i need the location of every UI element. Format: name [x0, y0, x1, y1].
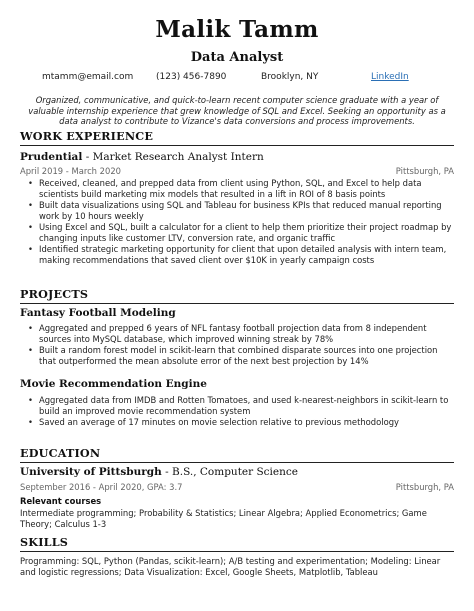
section-heading-education: EDUCATION	[20, 446, 101, 460]
contact-location: Brooklyn, NY	[261, 72, 319, 82]
work-role: Market Research Analyst Intern	[92, 151, 264, 163]
candidate-title: Data Analyst	[190, 50, 284, 65]
education-location: Pittsburgh, PA	[395, 482, 454, 492]
project-bullet: • Built a random forest model in scikit-learn that combined disparate sources into one projection that outperformed the mean absolute error of the next best projection by 14%	[20, 345, 454, 367]
project-bullet: • Aggregated and prepped 6 years of NFL fantasy football projection data from 8 independent sources into MySQL database, which improved winning streak by 78%	[20, 323, 454, 345]
education-degree: B.S., Computer Science	[172, 466, 298, 478]
work-company: Prudential	[20, 151, 83, 163]
section-heading-work: WORK EXPERIENCE	[20, 129, 154, 143]
education-dates-gpa: September 2016 - April 2020, GPA: 3.7	[20, 482, 183, 492]
work-location: Pittsburgh, PA	[395, 166, 454, 176]
work-entry-heading	[20, 151, 264, 164]
project-title: Fantasy Football Modeling	[20, 307, 176, 319]
relevant-courses-list: Intermediate programming; Probability & Statistics; Linear Algebra; Applied Econometrics; Game Theory; Calculus 1-3	[20, 508, 427, 529]
education-separator: -	[165, 466, 169, 478]
work-bullet: • Built data visualizations using SQL and Tableau for business KPIs that reduced manual reporting work by 10 hours weekly	[20, 200, 454, 222]
work-bullet: • Received, cleaned, and prepped data from client using Python, SQL, and Excel to help data scientists build marketing mix models that resulted in a lift in ROI of 8 basis points	[20, 178, 454, 200]
work-dates: April 2019 - March 2020	[20, 166, 121, 176]
section-heading-projects: PROJECTS	[20, 287, 89, 301]
education-entry-heading	[20, 466, 298, 479]
project-bullet: • Aggregated data from IMDB and Rotten Tomatoes, and used k-nearest-neighbors in scikit-learn to build an improved movie recommendation system	[20, 395, 454, 417]
section-divider	[20, 551, 454, 552]
contact-phone: (123) 456-7890	[156, 72, 227, 82]
work-bullet: • Identified strategic marketing opportunity for client that upon detailed analysis with intern team, making recommendations that saved client over $10K in yearly campaign costs	[20, 244, 454, 266]
project-bullet-list	[20, 323, 454, 367]
candidate-name: Malik Tamm	[155, 16, 319, 43]
skills-text: Programming: SQL, Python (Pandas, scikit-learn); A/B testing and experimentation; Modeling: Linear and logistic regressions; Data Visualization: Excel, Google Sheets, Matplotlib, Tableau	[20, 556, 441, 577]
section-divider	[20, 462, 454, 463]
work-bullet: • Using Excel and SQL, built a calculator for a client to help them prioritize their project roadmap by changing inputs like customer LTV, conversion rate, and organic traffic	[20, 222, 454, 244]
section-divider	[20, 145, 454, 146]
work-bullet-list	[20, 178, 454, 266]
education-school: University of Pittsburgh	[20, 466, 162, 478]
section-heading-skills: SKILLS	[20, 535, 69, 549]
contact-email[interactable]: mtamm@email.com	[42, 72, 134, 82]
project-bullet-list	[20, 395, 454, 428]
project-title: Movie Recommendation Engine	[20, 378, 207, 390]
work-separator: -	[85, 151, 90, 163]
contact-linkedin-link[interactable]: LinkedIn	[371, 72, 409, 82]
relevant-courses-label: Relevant courses	[20, 496, 102, 506]
project-bullet: • Saved an average of 17 minutes on movie selection relative to previous methodology	[20, 417, 454, 428]
section-divider	[20, 303, 454, 304]
summary-text: Organized, communicative, and quick-to-learn recent computer science graduate with a year of valuable internship experience that grew knowledge of SQL and Excel. Seeking an opportunity as a data analyst to contribute to Vizance's data conversions and process improvements.	[28, 95, 446, 126]
